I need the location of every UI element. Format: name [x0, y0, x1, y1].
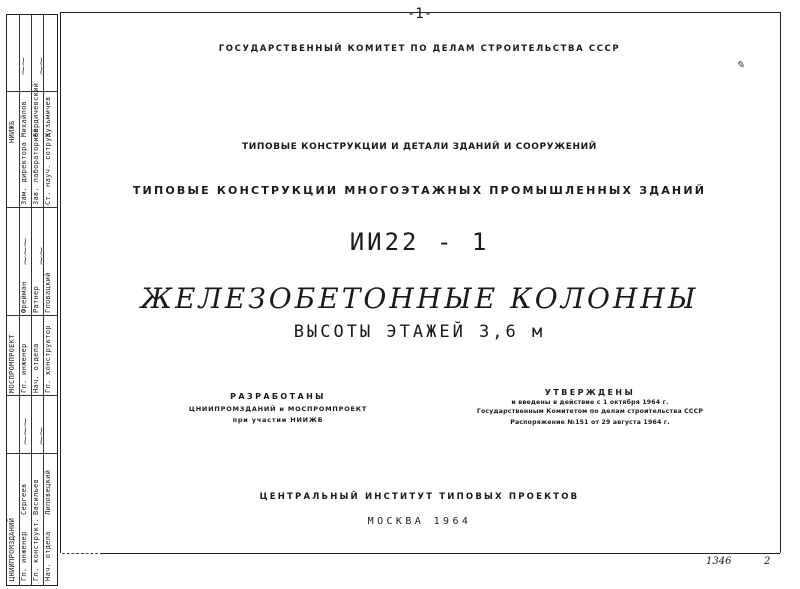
stamp-role: Нач. отдела: [32, 343, 40, 393]
sheet-frame-bottom-dash: [62, 553, 98, 554]
signature-mark: ⁓⁓: [37, 427, 47, 445]
developed-organizations: ЦНИИПРОМЗДАНИЙ и МОСПРОМПРОЕКТ: [188, 405, 368, 413]
document-title: ЖЕЛЕЗОБЕТОННЫЕ КОЛОННЫ: [140, 282, 699, 315]
stamp-person: Липовецкий: [44, 469, 52, 515]
committee-heading: ГОСУДАРСТВЕННЫЙ КОМИТЕТ ПО ДЕЛАМ СТРОИТЕЛЬСТВА СССР: [218, 44, 621, 54]
stamp-org-label: НИИЖБ: [8, 120, 16, 143]
stamp-person: Ратнер: [32, 285, 40, 313]
stamp-divider: [7, 315, 57, 316]
sheet-index: 2: [764, 556, 771, 567]
stamp-role: Ст. науч. сотруд.: [44, 128, 52, 205]
signature-mark: ⁓⁓⁓: [21, 418, 31, 445]
stamp-org-label: ЦНИИПРОМЗДАНИЙ: [8, 517, 16, 581]
handwritten-mark: ✎: [736, 60, 745, 71]
signature-mark: ⁓⁓: [19, 57, 29, 75]
stamp-person: Кузьмичев: [44, 96, 52, 137]
stamp-person: Сергеев: [20, 483, 28, 515]
institute-name: ЦЕНТРАЛЬНЫЙ ИНСТИТУТ ТИПОВЫХ ПРОЕКТОВ: [259, 492, 580, 502]
approved-line: и введены в действие с 1 октября 1964 г.: [511, 399, 669, 406]
stamp-role: Гл. конструктор: [44, 325, 52, 393]
stamp-person: Фрейман: [20, 281, 28, 313]
page-number: -1-: [406, 6, 433, 22]
series-heading: ТИПОВЫЕ КОНСТРУКЦИИ И ДЕТАЛИ ЗДАНИЙ И СООРУЖЕНИЙ: [242, 142, 597, 152]
stamp-person: Бердичевский: [32, 82, 40, 137]
stamp-divider: [7, 395, 57, 396]
approved-line: Государственным Комитетом по делам строительства СССР: [476, 408, 704, 415]
document-subtitle: ВЫСОТЫ ЭТАЖЕЙ 3,6 м: [293, 322, 546, 342]
stamp-divider: [7, 207, 57, 208]
signature-mark: ⁓⁓⁓: [21, 238, 31, 265]
stamp-role: Нач. отдела: [44, 531, 52, 581]
city-year: МОСКВА 1964: [367, 516, 472, 527]
stamp-role: Гл. конструкт.: [32, 517, 40, 581]
stamp-role: Зав. лабораторией: [32, 128, 40, 205]
approved-block: [470, 388, 710, 426]
stamp-role: Зам. директора: [20, 141, 28, 205]
developed-heading: РАЗРАБОТАНЫ: [230, 392, 326, 401]
stamp-divider: [7, 453, 57, 454]
stamp-role: Гл. инженер: [20, 531, 28, 581]
stamp-person: Михайлов: [20, 100, 28, 137]
stamp-person: Гловацкий: [44, 272, 52, 313]
signature-mark: ⁓⁓: [37, 57, 47, 75]
approval-stamp-strip: [6, 14, 58, 586]
stamp-role: Гл. инженер: [20, 343, 28, 393]
sheet-code: 1346: [706, 556, 732, 567]
subseries-heading: ТИПОВЫЕ КОНСТРУКЦИИ МНОГОЭТАЖНЫХ ПРОМЫШЛЕННЫХ ЗДАНИЙ: [132, 184, 707, 197]
developed-participation: при участии НИИЖБ: [232, 416, 324, 424]
sheet-frame-bottom: [100, 553, 780, 554]
signature-mark: ⁓⁓: [37, 247, 47, 265]
stamp-person: Васильев: [32, 478, 40, 515]
document-code: ИИ22 - 1: [349, 228, 490, 256]
approved-heading: УТВЕРЖДЕНЫ: [544, 388, 636, 397]
approved-line: Распоряжение №151 от 29 августа 1964 г.: [510, 419, 670, 426]
stamp-org-label: МОСПРОМПРОЕКТ: [8, 334, 16, 393]
developed-block: [168, 392, 388, 424]
